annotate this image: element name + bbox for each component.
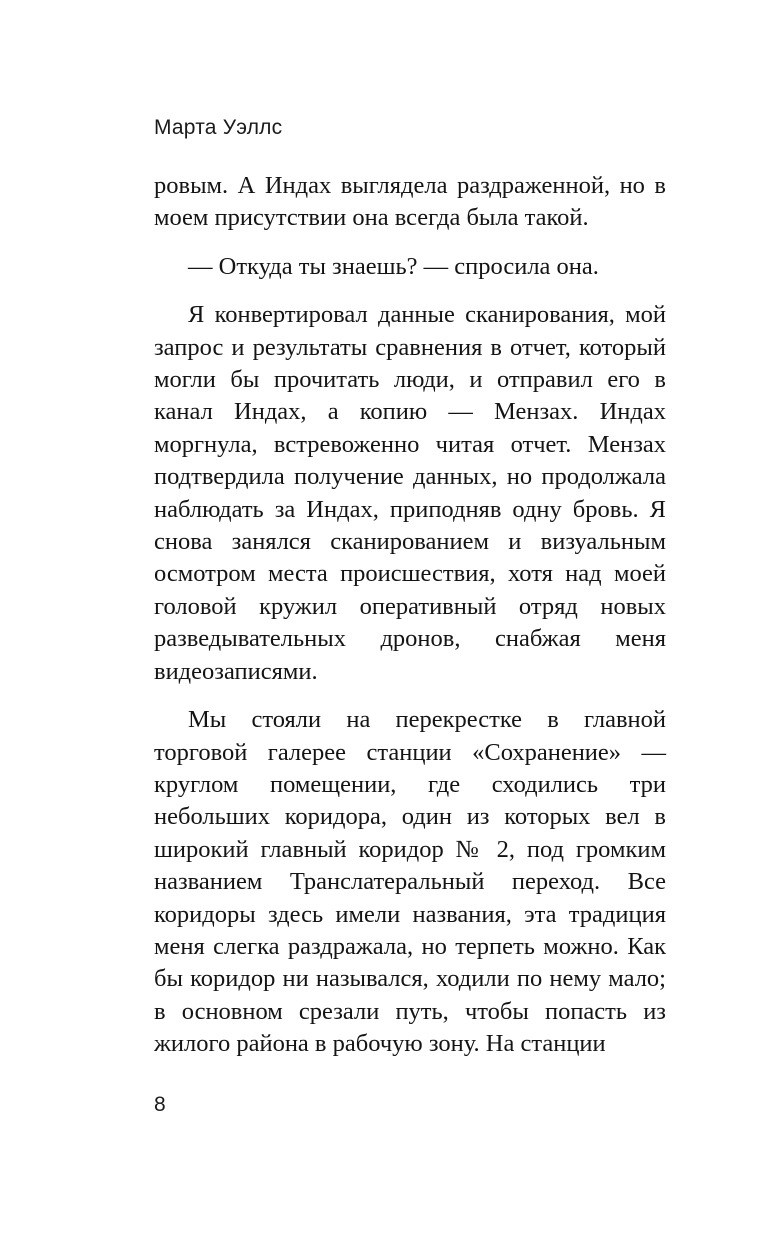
paragraph-4: Мы стояли на перекрестке в главной торговой галерее станции «Сохранение» — круглом помещении, где сходились три небольших коридора, один из которых вел в широкий главный коридор № 2, под громким названием Транслатеральный переход. Все коридоры здесь имели названия, эта традиция меня слегка раздражала, но терпеть можно. Как бы коридор ни назывался, ходили по нему мало; в основном срезали путь, чтобы попасть из жилого района в рабочую зону. На станции [154, 706, 666, 1058]
paragraph-1: ровым. А Индах выглядела раздраженной, но в моем присутствии она всегда была такой. [154, 172, 666, 232]
page-number: 8 [154, 1093, 166, 1116]
running-head: Марта Уэллс [154, 116, 283, 139]
paragraph-2: — Откуда ты знаешь? — спросила она. [188, 252, 599, 280]
paragraph-3: Я конвертировал данные сканирования, мой запрос и результаты сравнения в отчет, который могли бы прочитать люди, и отправил его в канал Индах, а копию — Мензах. Индах моргнула, встревоженно читая отчет. Мензах подтвердила получение данных, но продолжала наблюдать за Индах, приподняв одну бровь. Я снова занялся сканированием и визуальным осмотром места происшествия, хотя над моей головой кружил оперативный отряд новых разведывательных дронов, снабжая меня видеозаписями. [154, 301, 666, 685]
body-text [154, 170, 666, 1061]
